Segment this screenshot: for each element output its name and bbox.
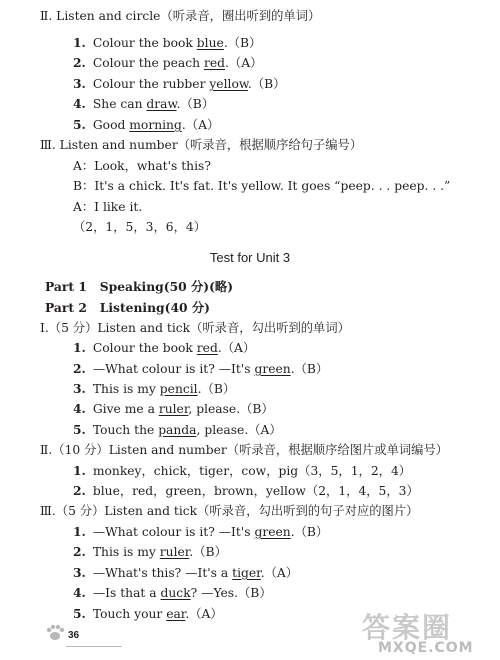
- part-1-heading: Part 1 Speaking(50 分)(略): [45, 279, 234, 294]
- answer-line: 1. Colour the book red.（A）: [73, 340, 256, 355]
- answer-line: 3. —What's this? —It's a tiger.（A）: [73, 565, 299, 580]
- answer-line: 4. —Is that a duck? —Yes.（B）: [73, 585, 272, 600]
- answer-line: 1. monkey，chick，tiger，cow，pig（3，5，1，2，4）: [73, 463, 412, 478]
- answer-line: 2. —What colour is it? —It's green.（B）: [73, 361, 329, 376]
- answer-line: 4. She can draw.（B）: [73, 96, 215, 111]
- watermark-logo: 答案圈: [362, 611, 453, 644]
- answer-line: 5. Touch your ear.（A）: [73, 606, 223, 621]
- dialogue-line: A：I like it.: [73, 200, 143, 214]
- answer-line: 2. This is my ruler.（B）: [73, 544, 227, 559]
- answer-sequence: （2，1，5，3，6，4）: [73, 220, 207, 234]
- section-heading-listen-number-pictures: Ⅱ.（10 分）Listen and number（听录音，根据顺序给图片或单词编号）: [40, 443, 449, 457]
- answer-line: 4. Give me a ruler, please.（B）: [73, 401, 274, 416]
- answer-line: 2. blue，red，green，brown，yellow（2，1，4，5，3）: [73, 483, 419, 498]
- paw-icon: [44, 622, 66, 644]
- dialogue-line: A：Look，what's this?: [73, 159, 211, 173]
- watermark-url: MXQE.COM: [378, 640, 474, 656]
- page-number: 36: [68, 630, 80, 641]
- test-title: Test for Unit 3: [209, 250, 291, 265]
- answer-line: 3. This is my pencil.（B）: [73, 381, 236, 396]
- part-2-heading: Part 2 Listening(40 分): [45, 300, 210, 315]
- answer-line: 5. Good morning.（A）: [73, 117, 220, 132]
- answer-line: 3. Colour the rubber yellow.（B）: [73, 76, 286, 91]
- footer-divider: [66, 646, 122, 647]
- answer-line: 2. Colour the peach red.（A）: [73, 55, 263, 70]
- answer-line: 1. Colour the book blue.（B）: [73, 35, 262, 50]
- section-heading-listen-tick-words: Ⅰ.（5 分）Listen and tick（听录音，勾出听到的单词）: [40, 321, 350, 335]
- section-heading-listen-tick-pictures: Ⅲ.（5 分）Listen and tick（听录音，勾出听到的句子对应的图片）: [40, 504, 419, 518]
- answer-line: 5. Touch the panda, please.（A）: [73, 422, 282, 437]
- section-heading-listen-circle: Ⅱ. Listen and circle（听录音，圈出听到的单词）: [40, 9, 321, 23]
- dialogue-line: B：It's a chick. It's fat. It's yellow. It goes “peep. . . peep. . .”: [73, 179, 451, 193]
- section-heading-listen-number: Ⅲ. Listen and number（听录音，根据顺序给句子编号）: [40, 138, 363, 152]
- answer-line: 1. —What colour is it? —It's green.（B）: [73, 524, 329, 539]
